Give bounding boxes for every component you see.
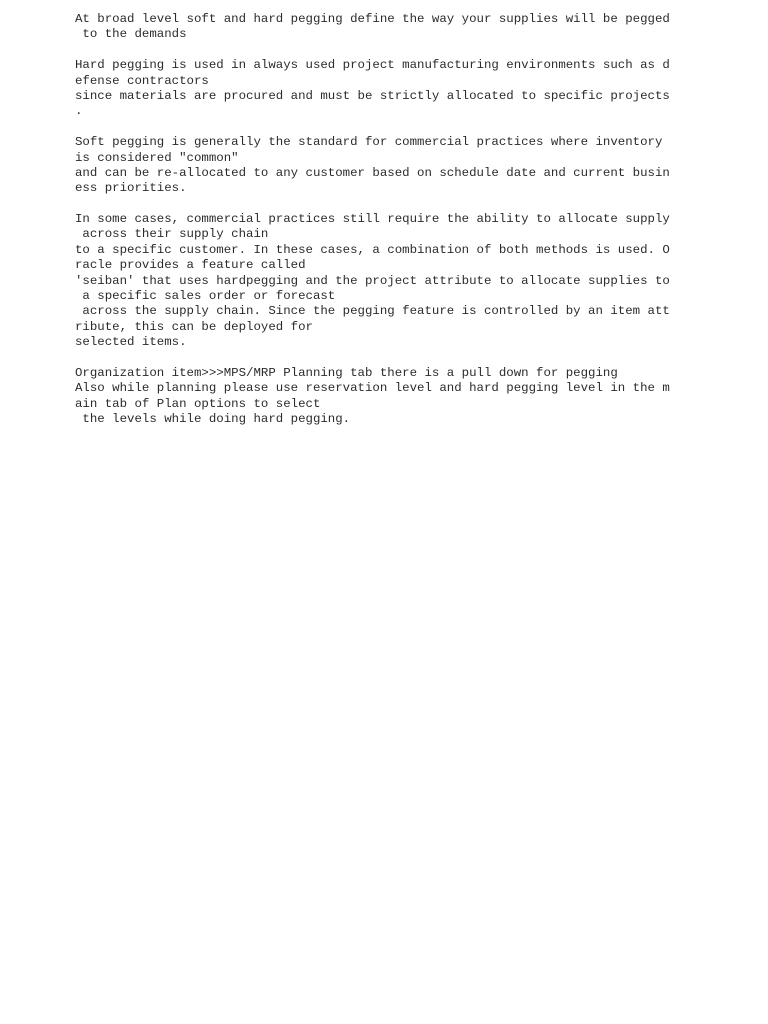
paragraph-combination [75, 212, 735, 351]
text-line: across the supply chain. Since the pegging feature is controlled by an item att [75, 304, 670, 319]
paragraph-gap [75, 120, 735, 135]
text-line: is considered "common" [75, 150, 239, 165]
paragraph-soft-pegging [75, 135, 735, 197]
text-line: to a specific customer. In these cases, a combination of both methods is used. O [75, 242, 670, 257]
text-line: and can be re-allocated to any customer based on schedule date and current busin [75, 165, 670, 180]
text-line: efense contractors [75, 73, 209, 88]
text-line: ain tab of Plan options to select [75, 396, 321, 411]
text-line: Soft pegging is generally the standard for commercial practices where inventory [75, 135, 663, 150]
text-line: ribute, this can be deployed for [75, 319, 313, 334]
text-line: racle provides a feature called [75, 258, 306, 273]
paragraph-broad-level [75, 12, 735, 43]
text-line: selected items. [75, 335, 187, 350]
text-line: Also while planning please use reservation level and hard pegging level in the m [75, 381, 670, 396]
text-line: the levels while doing hard pegging. [75, 412, 351, 427]
text-line: At broad level soft and hard pegging define the way your supplies will be pegged [75, 12, 670, 26]
paragraph-gap [75, 43, 735, 58]
text-line: to the demands [75, 27, 187, 42]
text-line: Hard pegging is used in always used project manufacturing environments such as d [75, 58, 670, 73]
paragraph-organization-item [75, 366, 735, 428]
text-line: across their supply chain [75, 227, 269, 242]
paragraph-hard-pegging [75, 58, 735, 120]
text-line: ess priorities. [75, 181, 187, 196]
paragraph-gap [75, 197, 735, 212]
text-line: Organization item>>>MPS/MRP Planning tab there is a pull down for pegging [75, 365, 618, 380]
document-text [75, 12, 735, 428]
paragraph-gap [75, 351, 735, 366]
text-line: 'seiban' that uses hardpegging and the project attribute to allocate supplies to [75, 273, 670, 288]
text-line: since materials are procured and must be strictly allocated to specific projects [75, 88, 670, 103]
text-line: a specific sales order or forecast [75, 289, 336, 304]
text-line: . [75, 104, 83, 119]
text-line: In some cases, commercial practices still require the ability to allocate supply [75, 212, 670, 227]
